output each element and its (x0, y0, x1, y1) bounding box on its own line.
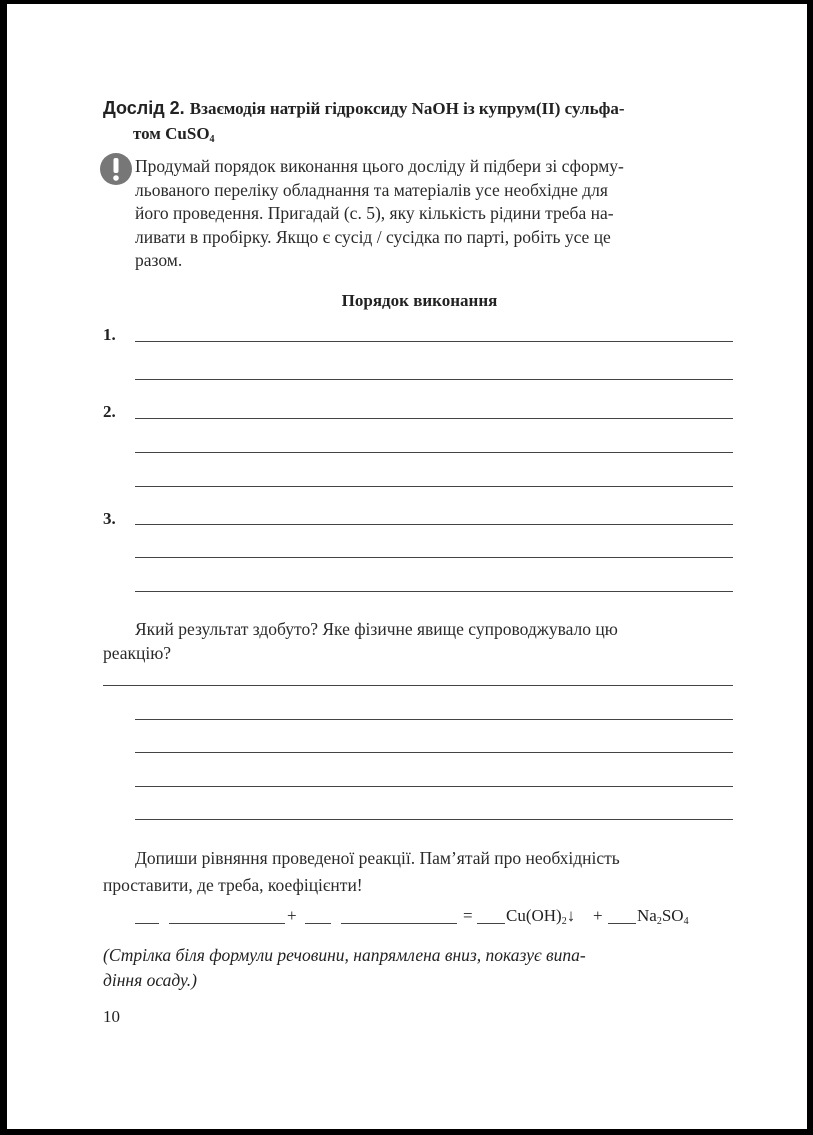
formula-blank[interactable] (341, 923, 457, 924)
plus-sign: + (593, 906, 603, 925)
product2-part-b: SO (661, 906, 684, 925)
equals-sign: = (463, 906, 473, 925)
step-number: 3. (103, 509, 116, 528)
footnote-line1: (Стрілка біля формули речовини, напрямлена вниз, показує випа- (103, 945, 586, 965)
note-line: Продумай порядок виконання цього досліду й підбери зі сформу- (135, 156, 624, 176)
coefficient-blank[interactable] (608, 923, 636, 924)
note-line: льованого переліку обладнання та матеріалів усе необхідне для (135, 179, 608, 200)
product2-sub2: 4 (683, 916, 689, 927)
note-line: ливати в пробірку. Якщо є сусід / сусідка по парті, робіть усе це (135, 226, 611, 247)
answer-line[interactable] (135, 341, 733, 342)
note-line: його проведення. Пригадай (с. 5), яку кількість рідини треба на- (135, 203, 614, 223)
formula-blank[interactable] (169, 923, 285, 924)
equation-task-line2: проставити, де треба, коефіцієнти! (103, 875, 363, 895)
answer-line[interactable] (135, 786, 733, 787)
question-line2: реакцію? (103, 643, 172, 663)
experiment-title-line2 (133, 124, 215, 145)
answer-line[interactable] (135, 418, 733, 419)
coefficient-blank[interactable] (477, 923, 505, 924)
note-line: разом. (135, 250, 183, 270)
experiment-title-line1: Взаємодія натрій гідроксиду NaOH із купрум(II) сульфа- (189, 99, 625, 118)
answer-line[interactable] (135, 524, 733, 525)
precipitate-arrow-icon: ↓ (566, 906, 576, 925)
plus-sign: + (287, 906, 297, 925)
product1-sub: 2 (561, 916, 567, 927)
exclamation-icon (99, 152, 133, 186)
instruction-note (135, 155, 735, 273)
answer-line[interactable] (135, 486, 733, 487)
coefficient-blank[interactable] (305, 923, 331, 924)
answer-line[interactable] (135, 752, 733, 753)
product-sodium-sulfate (637, 906, 689, 927)
title-formula-sub: 4 (209, 134, 215, 145)
footnote-line2: діння осаду.) (103, 970, 197, 990)
product2-sub1: 2 (656, 916, 662, 927)
equation-task-line1: Допиши рівняння проведеної реакції. Пам’ятай про необхідність (135, 848, 620, 868)
page-number: 10 (103, 1007, 120, 1026)
step-number: 1. (103, 325, 116, 344)
answer-line[interactable] (135, 379, 733, 380)
experiment-number: Дослід 2. (103, 98, 185, 118)
answer-line[interactable] (135, 452, 733, 453)
title-formula: том CuSO (133, 124, 210, 143)
question-line1: Який результат здобуто? Яке фізичне явище супроводжувало цю (135, 619, 618, 639)
step-number: 2. (103, 402, 116, 421)
answer-line[interactable] (135, 719, 733, 720)
procedure-title: Порядок виконання (341, 291, 498, 310)
answer-line[interactable] (103, 685, 733, 686)
worksheet-page (7, 4, 807, 1129)
answer-line[interactable] (135, 819, 733, 820)
coefficient-blank[interactable] (135, 923, 159, 924)
answer-line[interactable] (135, 557, 733, 558)
product-copper-hydroxide (506, 906, 575, 927)
answer-line[interactable] (135, 591, 733, 592)
product1-formula: Cu(OH) (506, 906, 562, 925)
experiment-heading (103, 98, 625, 119)
product2-part-a: Na (637, 906, 657, 925)
